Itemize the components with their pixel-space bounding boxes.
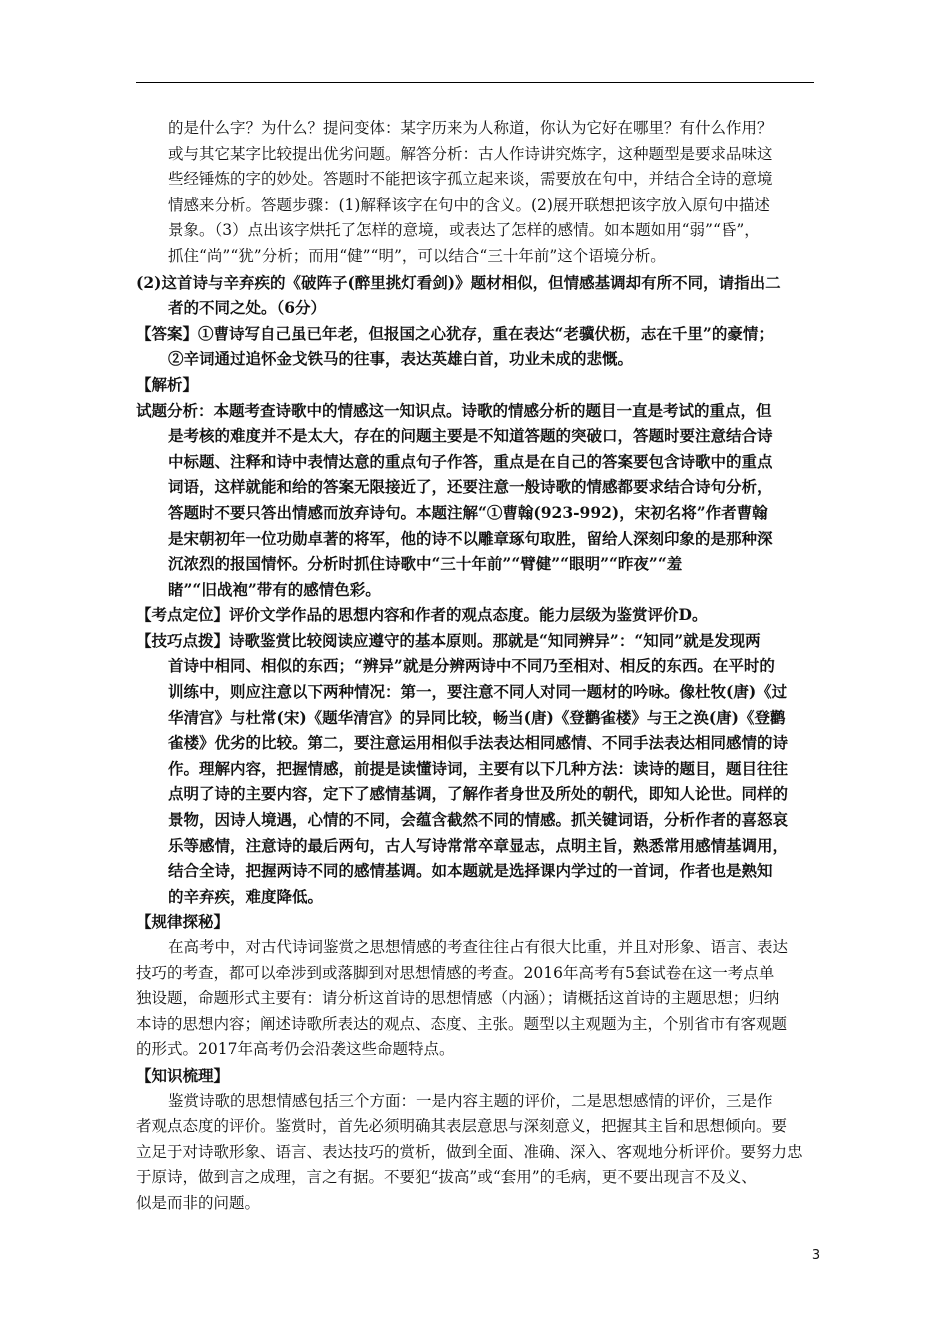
text-line: (2)这首诗与辛弃疾的《破阵子(醉里挑灯看剑)》题材相似，但情感基调却有所不同，请指出二 [136, 272, 781, 292]
text-line: 结合全诗，把握两诗不同的感情基调。如本题就是选择课内学过的一首词，作者也是熟知 [168, 861, 773, 881]
header-rule [136, 82, 814, 83]
text-line: 【技巧点拨】诗歌鉴赏比较阅读应遵守的基本原则。那就是“知同辨异”：“知同”就是发现两 [136, 630, 761, 650]
text-line: 沉浓烈的报国情怀。分析时抓住诗歌中“三十年前”“臂健”“眼明”“昨夜”“羞 [168, 554, 683, 574]
text-line: 是宋朝初年一位功勋卓著的将军，他的诗不以雕章琢句取胜，留给人深刻印象的是那种深 [168, 528, 773, 548]
text-line: 答题时不要只答出情感而放弃诗句。本题注解“①曹翰(923-992)，宋初名将”作者曹翰 [168, 502, 768, 522]
text-line: 情感来分析。答题步骤：(1)解释该字在句中的含义。(2)展开联想把该字放入原句中描述 [168, 195, 770, 214]
text-line: 点明了诗的主要内容，定下了感情基调，了解作者身世及所处的朝代，即知人论世。同样的 [168, 784, 789, 804]
text-line: 是考核的难度并不是太大，存在的问题主要是不知道答题的突破口，答题时要注意结合诗 [168, 426, 773, 446]
text-line: 【考点定位】评价文学作品的思想内容和作者的观点态度。能力层级为鉴赏评价D。 [136, 605, 708, 625]
text-line: 作。理解内容，把握情感，前提是读懂诗词，主要有以下几种方法：读诗的题目，题目往往 [168, 758, 789, 778]
text-line: 鉴赏诗歌的思想情感包括三个方面：一是内容主题的评价，二是思想感情的评价，三是作 [168, 1091, 773, 1110]
text-line: 中标题、注释和诗中表情达意的重点句子作答，重点是在自己的答案要包含诗歌中的重点 [168, 451, 773, 471]
text-line: 词语，这样就能和给的答案无限接近了，还要注意一般诗歌的情感都要求结合诗句分析， [168, 477, 773, 497]
text-line: 【解析】 [136, 374, 199, 394]
text-line: 乐等感情，注意诗的最后两句，古人写诗常常卒章显志，点明主旨，熟悉常用感情基调用， [168, 835, 789, 855]
text-line: 训练中，则应注意以下两种情况：第一，要注意不同人对同一题材的吟咏。像杜牧(唐)《过 [168, 682, 788, 702]
text-line: 试题分析：本题考查诗歌中的情感这一知识点。诗歌的情感分析的题目一直是考试的重点，但 [136, 400, 772, 420]
text-line: 立足于对诗歌形象、语言、表达技巧的赏析，做到全面、准确、深入、客观地分析评价。要努力忠 [136, 1142, 803, 1161]
text-line: 景象。（3）点出该字烘托了怎样的意境，或表达了怎样的感情。如本题如用“弱”“昏”， [168, 221, 760, 240]
text-line: 的辛弃疾，难度降低。 [168, 886, 324, 906]
text-line: 于原诗，做到言之成理，言之有据。不要犯“拔高”或“套用”的毛病，更不要出现言不及义、 [136, 1168, 757, 1187]
text-line: 景物，因诗人境遇，心情的不同，会蕴含截然不同的情感。抓关键词语，分析作者的喜怒哀 [168, 810, 789, 830]
document-body [136, 116, 820, 1217]
text-line: 的形式。2017年高考仍会沿袭这些命题特点。 [136, 1040, 455, 1059]
page-number: 3 [811, 1248, 821, 1263]
text-line: 技巧的考查，都可以牵涉到或落脚到对思想情感的考查。2016年高考有5套试卷在这一考点单 [136, 963, 775, 982]
text-line: 者观点态度的评价。鉴赏时，首先必须明确其表层意思与深刻意义，把握其主旨和思想倾向。要 [136, 1117, 788, 1136]
text-line: 首诗中相同、相似的东西；“辨异”就是分辨两诗中不同乃至相对、相反的东西。在平时的 [168, 656, 775, 676]
text-line: ②辛词通过追怀金戈铁马的往事，表达英雄白首，功业未成的悲慨。 [168, 349, 634, 369]
text-line: 的是什么字？为什么？提问变体：某字历来为人称道，你认为它好在哪里？有什么作用？ [168, 119, 773, 137]
text-line: 些经锤炼的字的妙处。答题时不能把该字孤立起来谈，需要放在句中，并结合全诗的意境 [168, 170, 773, 189]
text-line: 华清宫》与杜常(宋)《题华清宫》的异同比较，畅当(唐)《登鹳雀楼》与王之涣(唐)《登鹳 [168, 707, 786, 727]
text-line: 雀楼》优劣的比较。第二，要注意运用相似手法表达相同感情、不同手法表达相同感情的诗 [168, 733, 789, 753]
text-line: 睹”“旧战袍”带有的感情色彩。 [168, 579, 381, 599]
text-line: 在高考中，对古代诗词鉴赏之思想情感的考查往往占有很大比重，并且对形象、语言、表达 [168, 938, 789, 956]
text-line: 者的不同之处。（6分） [168, 298, 327, 318]
text-line: 抓住“尚”“犹”分析；而用“健”“明”，可以结合“三十年前”这个语境分析。 [168, 246, 666, 265]
text-line: 【知识梳理】 [136, 1065, 230, 1085]
text-line: 似是而非的问题。 [136, 1193, 261, 1212]
text-line: 独设题，命题形式主要有：请分析这首诗的思想情感（内涵）；请概括这首诗的主题思想；归纳 [136, 989, 780, 1008]
text-line: 【规律探秘】 [136, 912, 230, 932]
text-line: 【答案】①曹诗写自己虽已年老，但报国之心犹存，重在表达“老骥伏枥，志在千里”的豪情； [136, 323, 774, 343]
text-line: 或与其它某字比较提出优劣问题。解答分析：古人作诗讲究炼字，这种题型是要求品味这 [168, 144, 773, 163]
text-line: 本诗的思想内容；阐述诗歌所表达的观点、态度、主张。题型以主观题为主，个别省市有客观题 [136, 1014, 788, 1033]
